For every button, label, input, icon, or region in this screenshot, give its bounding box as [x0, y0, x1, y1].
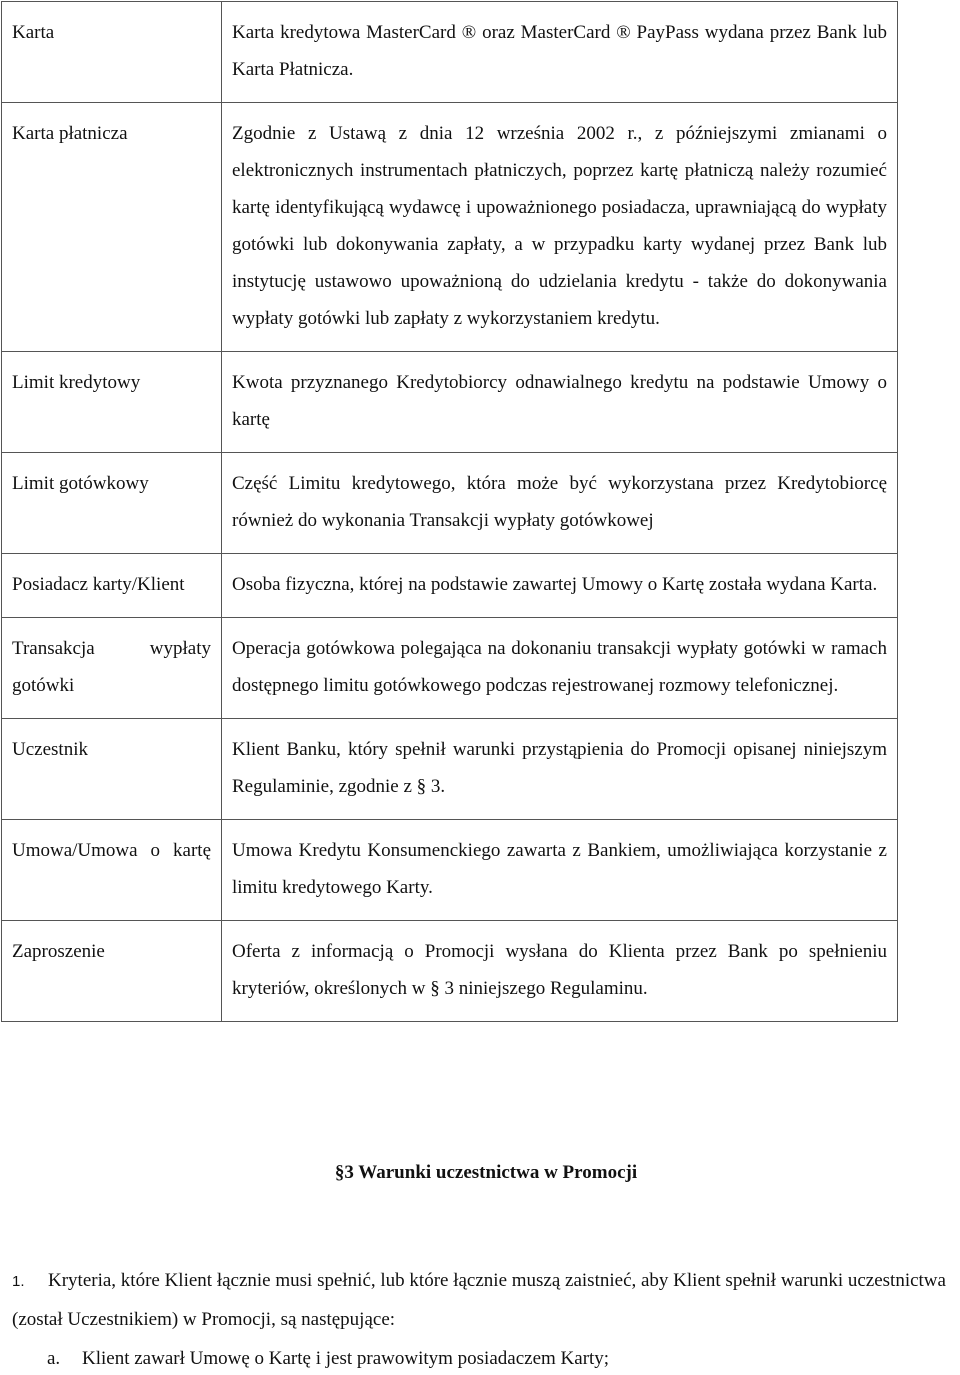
paragraph-number: 1. — [12, 1273, 25, 1290]
term-cell: Karta — [2, 2, 222, 103]
term-cell: Karta płatnicza — [2, 103, 222, 352]
numbered-paragraph — [12, 1262, 960, 1339]
definition-cell: Operacja gotówkowa polegająca na dokonaniu transakcji wypłaty gotówki w ramach dostępnego limitu gotówkowego podczas rejestrowanej rozmowy telefonicznej. — [222, 618, 898, 719]
definition-cell: Oferta z informacją o Promocji wysłana do Klienta przez Bank po spełnieniu kryteriów, określonych w § 3 niniejszego Regulaminu. — [222, 921, 898, 1022]
definition-cell: Kwota przyznanego Kredytobiorcy odnawialnego kredytu na podstawie Umowy o kartę — [222, 352, 898, 453]
table-row — [2, 618, 898, 719]
term-cell: Zaproszenie — [2, 921, 222, 1022]
table-row — [2, 719, 898, 820]
term-cell: Limit gotówkowy — [2, 453, 222, 554]
table-row — [2, 2, 898, 103]
paragraph-text: Kryteria, które Klient łącznie musi spełnić, lub które łącznie muszą zaistnieć, aby Klient spełnił warunki uczestnictwa (został Uczestnikiem) w Promocji, są następujące: — [12, 1270, 946, 1330]
definition-cell: Karta kredytowa MasterCard ® oraz MasterCard ® PayPass wydana przez Bank lub Karta Płatnicza. — [222, 2, 898, 103]
term-cell: Transakcja wypłaty gotówki — [2, 618, 222, 719]
list-item-letter: a. — [47, 1348, 61, 1369]
definition-cell: Umowa Kredytu Konsumenckiego zawarta z Bankiem, umożliwiająca korzystanie z limitu kredytowego Karty. — [222, 820, 898, 921]
term-cell: Umowa/Umowa o kartę — [2, 820, 222, 921]
table-row — [2, 453, 898, 554]
list-item — [47, 1348, 609, 1370]
table-row — [2, 921, 898, 1022]
definition-cell: Część Limitu kredytowego, która może być wykorzystana przez Kredytobiorcę również do wykonania Transakcji wypłaty gotówkowej — [222, 453, 898, 554]
table-row — [2, 820, 898, 921]
term-cell: Posiadacz karty/Klient — [2, 554, 222, 618]
definition-cell: Klient Banku, który spełnił warunki przystąpienia do Promocji opisanej niniejszym Regulaminie, zgodnie z § 3. — [222, 719, 898, 820]
section-heading: §3 Warunki uczestnictwa w Promocji — [334, 1162, 638, 1183]
table-row — [2, 554, 898, 618]
term-cell: Uczestnik — [2, 719, 222, 820]
table-row — [2, 103, 898, 352]
definition-cell: Osoba fizyczna, której na podstawie zawartej Umowy o Kartę została wydana Karta. — [222, 554, 898, 618]
table-row — [2, 352, 898, 453]
definition-cell: Zgodnie z Ustawą z dnia 12 września 2002 r., z późniejszymi zmianami o elektronicznych instrumentach płatniczych, poprzez kartę płatniczą należy rozumieć kartę identyfikującą wydawcę i upoważnionego posiadacza, uprawniającą do wypłaty gotówki lub dokonywania zapłaty, a w przypadku karty wydanej przez Bank lub instytucję ustawowo upoważnioną do udzielania kredytu - także do dokonywania wypłaty gotówki lub zapłaty z wykorzystaniem kredytu. — [222, 103, 898, 352]
term-cell: Limit kredytowy — [2, 352, 222, 453]
list-item-text: Klient zawarł Umowę o Kartę i jest prawowitym posiadaczem Karty; — [82, 1348, 610, 1369]
definitions-table — [1, 1, 898, 1022]
